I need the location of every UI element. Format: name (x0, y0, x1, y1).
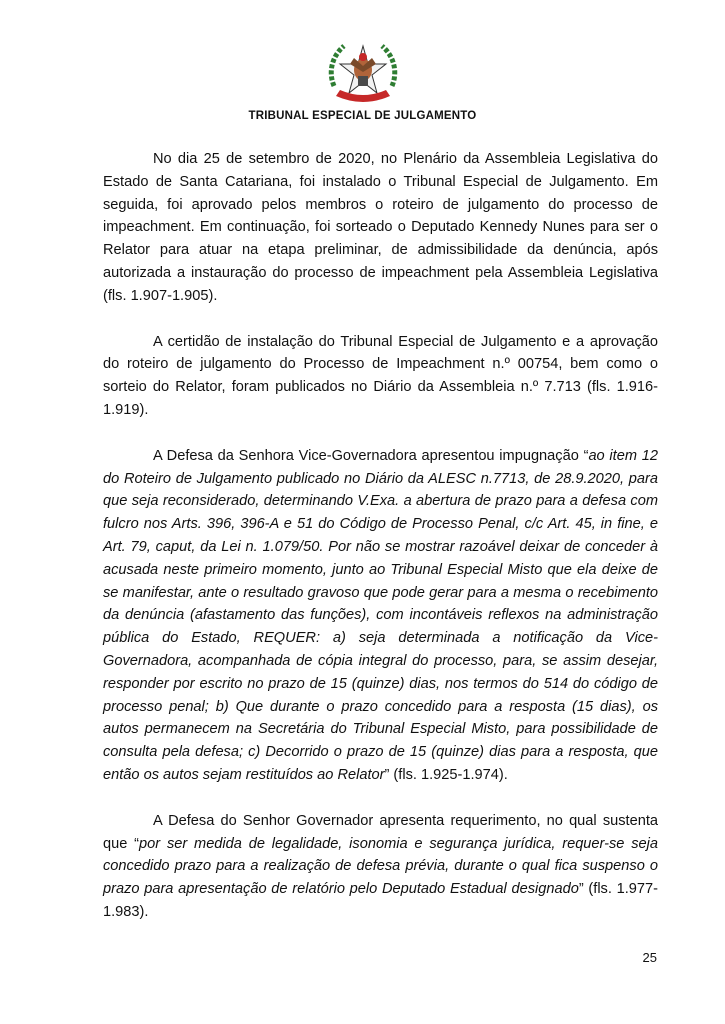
coat-of-arms-icon (320, 38, 406, 108)
page-header (0, 38, 725, 122)
paragraph-text: A Defesa da Senhora Vice-Governadora apresentou impugnação “ (153, 447, 589, 464)
paragraph-1 (103, 148, 658, 308)
page-number: 25 (642, 950, 657, 965)
paragraph-4 (103, 810, 658, 924)
paragraph-2 (103, 331, 658, 422)
quoted-text: ao item 12 do Roteiro de Julgamento publicado no Diário da ALESC n.7713, de 28.9.2020, para que seja reconsiderado, determinando V.Exa. a abertura de prazo para a defesa com fulcro nos Arts. 396, 396-A e 51 do Código de Processo Penal, c/c Art. 45, in fine, e Art. 79, caput, da Lei n. 1.079/50. Por não se mostrar razoável deixar de conceder à acusada neste primeiro momento, junto ao Tribunal Especial Misto que ela deixe de se manifestar, ante o resultado gravoso que pode gerar para a mesma o recebimento da denúncia (afastamento das funções), com incontáveis reflexos na administração pública do Estado, REQUER: a) seja determinada a notificação da Vice-Governadora, acompanhada de cópia integral do processo, para, se assim desejar, responder por escrito no prazo de 15 (quinze) dias, nos termos do 514 do código de processo penal; b) Que durante o prazo concedido para a resposta (15 dias), os autos permanecem na Secretária do Tribunal Especial Misto, para possibilidade de consulta pela defesa; c) Decorrido o prazo de 15 (quinze) dias para a resposta, que então os autos sejam restituídos ao Relator (103, 447, 658, 783)
header-title: TRIBUNAL ESPECIAL DE JULGAMENTO (248, 110, 477, 122)
quoted-text: por ser medida de legalidade, isonomia e segurança jurídica, requer-se seja concedido prazo para a realização de defesa prévia, durante o qual fica suspenso o prazo para apresentação de relatório pelo Deputado Estadual designado (103, 835, 659, 898)
paragraph-text: A Defesa do Senhor Governador apresenta requerimento, no qual sustenta que “ (103, 812, 658, 852)
paragraph-text: No dia 25 de setembro de 2020, no Plenário da Assembleia Legislativa do Estado de Santa Catariana, foi instalado o Tribunal Especial de Julgamento. Em seguida, foi aprovado pelos membros o roteiro de julgamento do processo de impeachment. Em continuação, foi sorteado o Deputado Kennedy Nunes para ser o Relator para atuar na etapa preliminar, de admissibilidade da denúncia, após autorizada a instauração do processo de impeachment pela Assembleia Legislativa (fls. 1.907-1.905). (103, 151, 658, 304)
paragraph-3 (103, 445, 658, 787)
paragraph-text: ” (fls. 1.925-1.974). (384, 766, 508, 783)
document-body (103, 148, 658, 924)
paragraph-text: A certidão de instalação do Tribunal Especial de Julgamento e a aprovação do roteiro de julgamento do Processo de Impeachment n.º 00754, bem como o sorteio do Relator, foram publicados no Diário da Assembleia n.º 7.713 (fls. 1.916-1.919). (103, 333, 658, 418)
paragraph-text: ” (fls. 1.977-1.983). (103, 881, 658, 920)
